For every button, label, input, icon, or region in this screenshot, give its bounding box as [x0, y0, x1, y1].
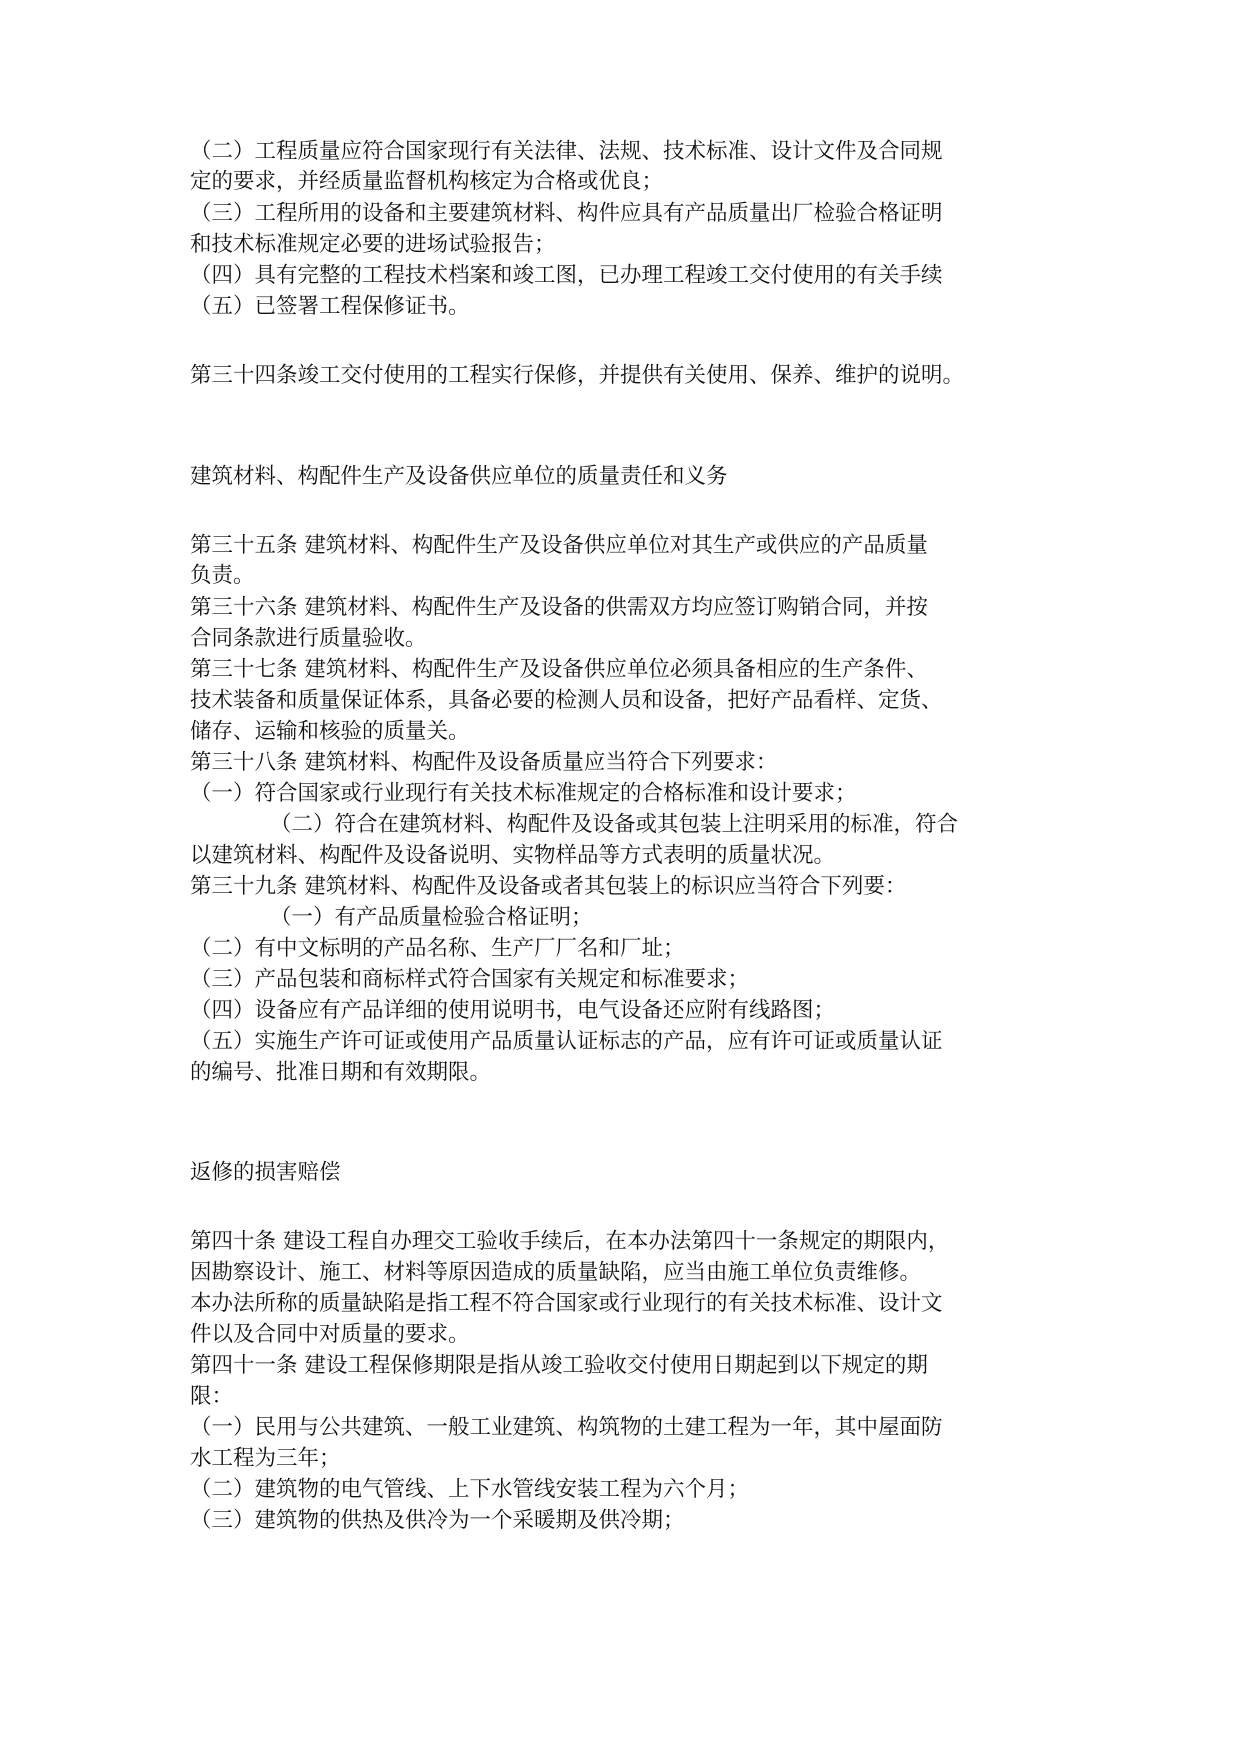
text-line: 第三十八条 建筑材料、构配件及设备质量应当符合下列要求： [190, 750, 778, 775]
text-line: 第四十一条 建设工程保修期限是指从竣工验收交付使用日期起到以下规定的期 [190, 1353, 928, 1378]
text-line: 储存、运输和核验的质量关。 [190, 719, 470, 744]
text-line: 合同条款进行质量验收。 [190, 626, 427, 651]
text-line: 以建筑材料、构配件及设备说明、实物样品等方式表明的质量状况。 [190, 843, 836, 868]
text-line: （一）符合国家或行业现行有关技术标准规定的合格标准和设计要求； [190, 781, 857, 806]
text-line: （四）具有完整的工程技术档案和竣工图，已办理工程竣工交付使用的有关手续 [190, 263, 943, 288]
text-line: （二）有中文标明的产品名称、生产厂厂名和厂址； [190, 936, 685, 961]
text-line: 限： [190, 1384, 234, 1409]
text-line: 和技术标准规定必要的进场试验报告； [190, 232, 556, 257]
text-line: 第三十七条 建筑材料、构配件生产及设备供应单位必须具备相应的生产条件、 [190, 657, 928, 682]
text-line: （五）已签署工程保修证书。 [190, 294, 470, 319]
text-line: （五）实施生产许可证或使用产品质量认证标志的产品，应有许可证或质量认证 [190, 1029, 943, 1054]
text-line: 件以及合同中对质量的要求。 [190, 1322, 470, 1347]
text-line: （一）有产品质量检验合格证明； [270, 905, 593, 930]
text-line: 的编号、批准日期和有效期限。 [190, 1060, 492, 1085]
text-line: （三）建筑物的供热及供冷为一个采暖期及供冷期； [190, 1508, 685, 1533]
text-line: （四）设备应有产品详细的使用说明书，电气设备还应附有线路图； [190, 998, 836, 1023]
text-line: 第四十条 建设工程自办理交工验收手续后，在本办法第四十一条规定的期限内， [190, 1229, 950, 1254]
text-line: 本办法所称的质量缺陷是指工程不符合国家或行业现行的有关技术标准、设计文 [190, 1291, 943, 1316]
text-line: （一）民用与公共建筑、一般工业建筑、构筑物的土建工程为一年，其中屋面防 [190, 1415, 943, 1440]
text-line: 负责。 [190, 563, 255, 588]
article-34: 第三十四条竣工交付使用的工程实行保修，并提供有关使用、保养、维护的说明。 [190, 363, 965, 388]
text-line: （二）工程质量应符合国家现行有关法律、法规、技术标准、设计文件及合同规 [190, 139, 943, 164]
text-line: 定的要求，并经质量监督机构核定为合格或优良； [190, 169, 664, 194]
text-line: 第三十六条 建筑材料、构配件生产及设备的供需双方均应签订购销合同，并按 [190, 595, 928, 620]
text-line: （二）符合在建筑材料、构配件及设备或其包装上注明采用的标准，符合 [270, 812, 959, 837]
text-line: 水工程为三年； [190, 1446, 341, 1471]
text-line: （三）产品包装和商标样式符合国家有关规定和标准要求； [190, 967, 750, 992]
text-line: （三）工程所用的设备和主要建筑材料、构件应具有产品质量出厂检验合格证明 [190, 201, 943, 226]
text-line: 因勘察设计、施工、材料等原因造成的质量缺陷，应当由施工单位负责维修。 [190, 1260, 922, 1285]
section-heading: 建筑材料、构配件生产及设备供应单位的质量责任和义务 [190, 464, 728, 489]
text-line: （二）建筑物的电气管线、上下水管线安装工程为六个月； [190, 1477, 750, 1502]
text-line: 技术装备和质量保证体系，具备必要的检测人员和设备，把好产品看样、定货、 [190, 688, 943, 713]
section-heading: 返修的损害赔偿 [190, 1160, 341, 1185]
text-line: 第三十九条 建筑材料、构配件及设备或者其包装上的标识应当符合下列要： [190, 874, 907, 899]
text-line: 第三十五条 建筑材料、构配件生产及设备供应单位对其生产或供应的产品质量 [190, 533, 928, 558]
